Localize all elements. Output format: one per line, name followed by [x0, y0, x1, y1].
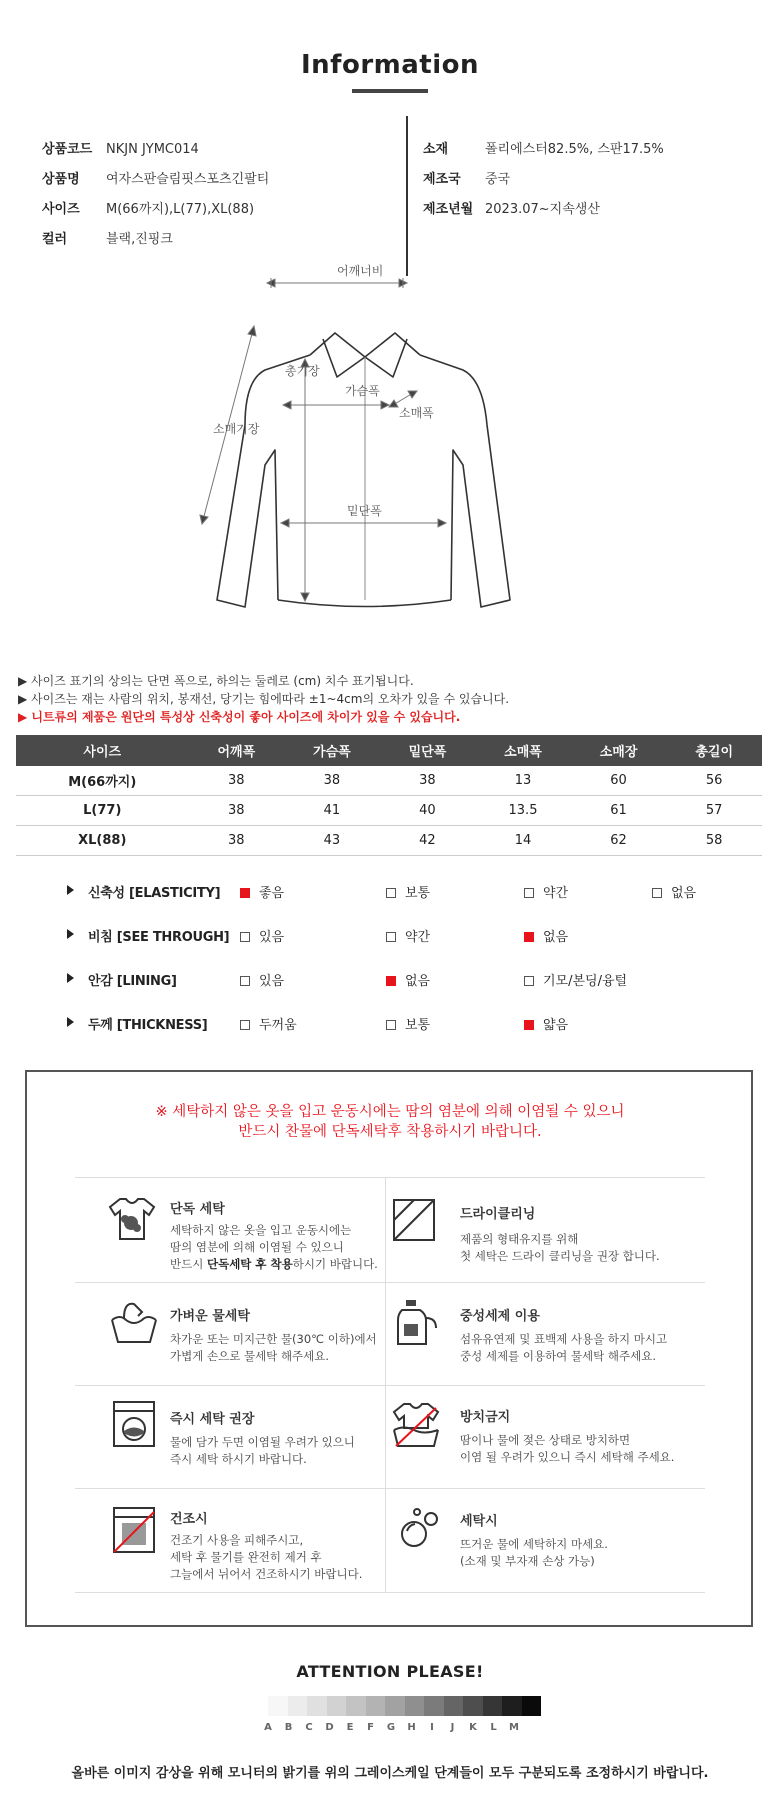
table-cell: L(77): [16, 796, 189, 826]
grayscale-step: [502, 1696, 522, 1716]
info-label: 사이즈: [42, 202, 80, 217]
arrow-right-icon: [67, 929, 74, 939]
care-desc-bold: 단독세탁 후 착용: [206, 1257, 293, 1271]
checkbox: [524, 888, 534, 898]
option-thick: [240, 1014, 297, 1033]
grayscale-step: [483, 1696, 503, 1716]
table-cell: 38: [189, 826, 285, 856]
checkbox: [386, 1020, 396, 1030]
grayscale-step: [346, 1696, 366, 1716]
grayscale-step: [463, 1696, 483, 1716]
info-divider: [406, 116, 408, 276]
info-value: M(66까지),L(77),XL(88): [106, 202, 255, 217]
shirt-wash-icon: [106, 1195, 158, 1243]
grayscale-step: [444, 1696, 464, 1716]
option-label: 있음: [259, 930, 285, 945]
no-soak-icon: [390, 1400, 442, 1448]
divider: [75, 1488, 705, 1489]
care-title: 건조시: [170, 1512, 208, 1527]
table-row: [16, 796, 762, 826]
table-cell: 38: [189, 796, 285, 826]
table-cell: 38: [189, 766, 285, 796]
property-label: 신축성 [ELASTICITY]: [88, 886, 221, 901]
care-desc-line: 섬유유연제 및 표백제 사용을 하지 마시고: [460, 1332, 668, 1346]
care-desc-line: 물에 담가 두면 이염될 우려가 있으니: [170, 1435, 355, 1449]
grayscale-step: [288, 1696, 308, 1716]
col-header: 밑단폭: [380, 735, 476, 766]
care-desc-line: 세탁하지 않은 옷을 입고 운동시에는: [170, 1223, 352, 1237]
care-desc-line: 세탁 후 물기를 완전히 제거 후: [170, 1550, 322, 1564]
care-title: 가벼운 물세탁: [170, 1309, 250, 1324]
table-cell: XL(88): [16, 826, 189, 856]
grayscale-letter: E: [346, 1722, 354, 1733]
arrow-right-icon: [67, 1017, 74, 1027]
checkbox: [240, 976, 250, 986]
care-desc: [170, 1331, 377, 1365]
table-cell: 61: [571, 796, 667, 826]
info-value: 중국: [485, 172, 511, 187]
info-value: 블랙,진핑크: [106, 232, 173, 247]
grayscale-step: [327, 1696, 347, 1716]
grayscale-step: [385, 1696, 405, 1716]
info-value: 폴리에스터82.5%, 스판17.5%: [485, 142, 664, 157]
care-desc: [460, 1432, 674, 1466]
care-desc: [460, 1536, 608, 1570]
care-desc: [170, 1434, 355, 1468]
option-fleece: [524, 970, 627, 989]
table-cell: 38: [284, 766, 380, 796]
col-header: 어깨폭: [189, 735, 285, 766]
arrow-right-icon: [67, 973, 74, 983]
size-note-warning: ▶ 니트류의 제품은 원단의 특성상 신축성이 좋아 사이즈에 차이가 있을 수 있습니다.: [18, 710, 461, 724]
label-shoulder: 어깨너비: [337, 264, 384, 278]
table-cell: 56: [666, 766, 762, 796]
grayscale-step: [366, 1696, 386, 1716]
table-cell: 13.5: [475, 796, 571, 826]
grayscale-letter: I: [430, 1722, 434, 1733]
checkbox: [240, 932, 250, 942]
table-cell: 38: [380, 766, 476, 796]
info-label: 제조년월: [423, 202, 474, 217]
checkbox-checked: [386, 976, 396, 986]
divider: [75, 1177, 705, 1178]
checkbox-checked: [524, 932, 534, 942]
care-title: 즉시 세탁 권장: [170, 1412, 255, 1427]
care-title: 드라이클리닝: [460, 1207, 536, 1222]
attention-title: ATTENTION PLEASE!: [296, 1662, 484, 1681]
label-sleeve-length: 소매기장: [213, 422, 260, 436]
info-row-material: [423, 140, 664, 160]
care-title: 방치금지: [460, 1410, 511, 1425]
grayscale-letter: B: [284, 1722, 293, 1733]
shirt-outline-icon: [217, 333, 510, 607]
table-cell: 60: [571, 766, 667, 796]
divider: [75, 1592, 705, 1593]
option-normal: [386, 882, 430, 901]
table-cell: 42: [380, 826, 476, 856]
option-label: 얇음: [543, 1018, 569, 1033]
property-thickness: [0, 1012, 780, 1036]
grayscale-letter: D: [325, 1722, 334, 1733]
care-desc-line: 이염 될 우려가 있으니 즉시 세탁해 주세요.: [460, 1450, 675, 1464]
grayscale-letter: A: [264, 1722, 272, 1733]
option-yes: [240, 926, 284, 945]
care-desc-text: 하시기 바랍니다.: [292, 1257, 378, 1271]
size-table: [16, 735, 762, 856]
care-desc: [170, 1532, 362, 1583]
grayscale-step: [405, 1696, 425, 1716]
grayscale-letter: G: [386, 1722, 396, 1733]
care-desc: [170, 1222, 378, 1273]
bubbles-icon: [396, 1504, 448, 1552]
size-note: ▶ 사이즈는 재는 사람의 위치, 봉재선, 당기는 힘에따라 ±1~4cm의 오차가 있을 수 있습니다.: [18, 692, 510, 706]
option-label: 좋음: [259, 886, 285, 901]
info-right-column: [423, 140, 664, 220]
hand-wash-icon: [108, 1298, 160, 1346]
table-cell: 62: [571, 826, 667, 856]
garment-measurement-diagram: [205, 264, 575, 625]
info-label: 컬러: [42, 232, 68, 247]
checkbox-checked: [524, 1020, 534, 1030]
property-label: 두께 [THICKNESS]: [88, 1018, 208, 1033]
checkbox: [652, 888, 662, 898]
care-desc-line: 땀의 염분에 의해 이염될 수 있으니: [170, 1240, 344, 1254]
care-desc-line: [170, 1256, 378, 1273]
care-desc-line: 즉시 세탁 하시기 바랍니다.: [170, 1452, 307, 1466]
care-desc-line: (소재 및 부자재 손상 가능): [460, 1554, 595, 1568]
info-row-size: [42, 200, 269, 220]
option-slight: [386, 926, 430, 945]
option-none: [386, 970, 430, 989]
option-label: 없음: [543, 930, 569, 945]
col-header: 소매폭: [475, 735, 571, 766]
care-desc-line: 가볍게 손으로 물세탁 해주세요.: [170, 1349, 330, 1363]
col-header: 총길이: [666, 735, 762, 766]
care-desc-line: 중성 세제를 이용하여 물세탁 해주세요.: [460, 1349, 657, 1363]
care-desc-line: 제품의 형태유지를 위해: [460, 1232, 579, 1246]
divider-vertical: [385, 1177, 386, 1592]
care-desc-line: 뜨거운 물에 세탁하지 마세요.: [460, 1537, 608, 1551]
option-label: 보통: [405, 886, 431, 901]
no-dryer-icon: [110, 1506, 162, 1554]
table-cell: M(66까지): [16, 766, 189, 796]
arrow-right-icon: [67, 885, 74, 895]
option-normal: [386, 1014, 430, 1033]
grayscale-letter: K: [469, 1722, 477, 1733]
care-desc-text: 반드시: [170, 1257, 207, 1271]
option-none: [652, 882, 696, 901]
info-value: NKJN JYMC014: [106, 142, 199, 157]
option-label: 없음: [405, 974, 431, 989]
option-slight: [524, 882, 568, 901]
option-label: 없음: [671, 886, 697, 901]
info-row-country: [423, 170, 664, 190]
care-desc-line: 땀이나 물에 젖은 상태로 방치하면: [460, 1433, 631, 1447]
grayscale-step: [307, 1696, 327, 1716]
table-cell: 57: [666, 796, 762, 826]
size-table-header: [16, 735, 762, 766]
option-good: [240, 882, 284, 901]
info-label: 상품코드: [42, 142, 93, 157]
care-title: 세탁시: [460, 1514, 498, 1529]
option-yes: [240, 970, 284, 989]
info-label: 제조국: [423, 172, 461, 187]
care-title: 중성세제 이용: [460, 1309, 540, 1324]
checkbox: [524, 976, 534, 986]
detergent-icon: [392, 1298, 444, 1346]
care-title: 단독 세탁: [170, 1202, 225, 1217]
care-warning-line1: ※ 세탁하지 않은 옷을 입고 운동시에는 땀의 염분에 의해 이염될 수 있으니: [155, 1104, 625, 1120]
option-label: 약간: [543, 886, 569, 901]
col-header: 사이즈: [16, 735, 189, 766]
care-desc: [460, 1331, 667, 1365]
label-chest: 가슴폭: [345, 384, 380, 398]
checkbox: [386, 888, 396, 898]
info-label: 상품명: [42, 172, 80, 187]
care-desc-line: 차가운 또는 미지근한 물(30℃ 이하)에서: [170, 1332, 377, 1346]
care-desc-line: 건조기 사용을 피해주시고,: [170, 1533, 304, 1547]
property-label: 비침 [SEE THROUGH]: [88, 930, 230, 945]
title-underline: [352, 89, 428, 93]
measure-lines: [200, 278, 446, 601]
table-cell: 13: [475, 766, 571, 796]
table-cell: 40: [380, 796, 476, 826]
washing-machine-icon: [110, 1400, 162, 1448]
dry-clean-icon: [390, 1198, 442, 1246]
attention-description: 올바른 이미지 감상을 위해 모니터의 밝기를 위의 그레이스케일 단계들이 모두 구분되도록 조정하시기 바랍니다.: [71, 1766, 709, 1781]
table-cell: 43: [284, 826, 380, 856]
table-row: [16, 766, 762, 796]
care-desc-line: 첫 세탁은 드라이 클리닝을 권장 합니다.: [460, 1249, 660, 1263]
care-desc: [460, 1231, 660, 1265]
property-see-through: [0, 924, 780, 948]
grayscale-letter: C: [305, 1722, 313, 1733]
info-row-name: [42, 170, 269, 190]
label-hem: 밑단폭: [347, 504, 382, 518]
page-title: Information: [300, 50, 480, 80]
option-label: 약간: [405, 930, 431, 945]
divider: [75, 1385, 705, 1386]
table-row: [16, 826, 762, 856]
info-left-column: [42, 140, 269, 250]
option-label: 보통: [405, 1018, 431, 1033]
divider: [75, 1282, 705, 1283]
checkbox: [386, 932, 396, 942]
table-cell: 14: [475, 826, 571, 856]
label-sleeve-width: 소매폭: [399, 406, 434, 420]
property-label: 안감 [LINING]: [88, 974, 177, 989]
option-label: 기모/본딩/융털: [543, 974, 628, 989]
property-lining: [0, 968, 780, 992]
grayscale-letter: F: [367, 1722, 374, 1733]
checkbox-checked: [240, 888, 250, 898]
property-elasticity: [0, 880, 780, 904]
info-value: 2023.07~지속생산: [485, 202, 600, 217]
option-none: [524, 926, 568, 945]
checkbox: [240, 1020, 250, 1030]
care-warning-line2: 반드시 찬물에 단독세탁후 착용하시기 바랍니다.: [238, 1124, 542, 1140]
label-length: 총기장: [285, 364, 320, 378]
grayscale-strip: [268, 1696, 541, 1716]
grayscale-step: [522, 1696, 542, 1716]
care-desc-line: 그늘에서 뉘어서 건조하시기 바랍니다.: [170, 1567, 363, 1581]
grayscale-step: [268, 1696, 288, 1716]
option-label: 두꺼움: [259, 1018, 297, 1033]
size-note: ▶ 사이즈 표기의 상의는 단면 폭으로, 하의는 둘레로 (cm) 치수 표기됩니다.: [18, 674, 414, 688]
grayscale-step: [424, 1696, 444, 1716]
grayscale-letter: L: [490, 1722, 497, 1733]
option-thin: [524, 1014, 568, 1033]
grayscale-letter: J: [450, 1722, 455, 1733]
info-value: 여자스판슬림핏스포츠긴팔티: [106, 172, 270, 187]
option-label: 있음: [259, 974, 285, 989]
grayscale-letter: H: [407, 1722, 416, 1733]
info-row-color: [42, 230, 269, 250]
info-row-date: [423, 200, 664, 220]
info-label: 소재: [423, 142, 449, 157]
grayscale-letter: M: [509, 1722, 519, 1733]
info-row-code: [42, 140, 269, 160]
table-cell: 58: [666, 826, 762, 856]
col-header: 소매장: [571, 735, 667, 766]
col-header: 가슴폭: [284, 735, 380, 766]
table-cell: 41: [284, 796, 380, 826]
